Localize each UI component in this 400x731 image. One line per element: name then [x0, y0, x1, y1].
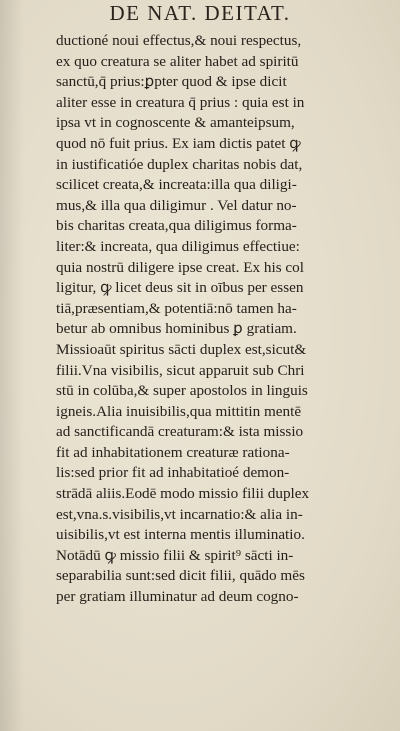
text-line: quod nō fuit prius. Ex iam dictis patet ꝙ — [56, 134, 301, 152]
text-line: est,vna.s.visibilis,vt incarnatio:& alia in- — [56, 505, 303, 523]
text-line: tiā,præsentiam,& potentiā:nō tamen ha- — [56, 299, 297, 317]
text-line: igneis.Alia inuisibilis,qua mittitin mentē — [56, 402, 302, 420]
text-line: uisibilis,vt est interna mentis illuminatio. — [56, 526, 305, 544]
text-line: per gratiam illuminatur ad deum cogno- — [56, 588, 299, 606]
text-line: mus,& illa qua diligimur . Vel datur no- — [56, 196, 297, 214]
text-line: sanctū,q̄ prius:ꝑpter quod & ipse dicit — [56, 73, 287, 91]
running-head: DE NAT. DEITAT. — [109, 1, 291, 25]
text-line: separabilia sunt:sed dicit filii, quādo mēs — [56, 567, 305, 585]
text-line: scilicet creata,& increata:illa qua diligi- — [56, 176, 297, 194]
text-line: filii.Vna visibilis, sicut apparuit sub Chri — [56, 361, 305, 379]
text-line: ad sanctificandā creaturam:& ista missio — [56, 423, 304, 441]
text-line: strādā aliis.Eodē modo missio filii duplex — [56, 485, 310, 503]
text-line: Notādū ꝙ missio filii & spirit⁹ sācti in- — [56, 546, 294, 564]
text-line: ipsa vt in cognoscente & amanteipsum, — [56, 114, 295, 132]
text-line: quia nostrū diligere ipse creat. Ex his col — [56, 258, 304, 276]
text-line: fit ad inhabitationem creaturæ rationa- — [56, 443, 290, 461]
text-block — [56, 31, 398, 608]
text-line: ligitur, ꝙ licet deus sit in oībus per essen — [56, 279, 304, 297]
text-line: ductioné noui effectus,& noui respectus, — [56, 32, 302, 49]
text-line: in iustificatióe duplex charitas nobis dat, — [56, 155, 303, 173]
text-line: Missioaūt spiritus sācti duplex est,sicut& — [56, 340, 307, 358]
text-line: lis:sed prior fit ad inhabitatioé demon- — [56, 464, 290, 482]
text-line: liter:& increata, qua diligimus effectiue: — [56, 237, 300, 255]
text-line: stū in colūba,& super apostolos in linguis — [56, 382, 308, 400]
text-line: aliter esse in creatura q̄ prius : quia est in — [56, 93, 305, 111]
text-line: betur ab omnibus hominibus ꝑ gratiam. — [56, 320, 297, 338]
text-line: bis charitas creata,qua diligimus forma- — [56, 217, 297, 235]
text-line: ex quo creatura se aliter habet ad spiritū — [56, 52, 299, 70]
